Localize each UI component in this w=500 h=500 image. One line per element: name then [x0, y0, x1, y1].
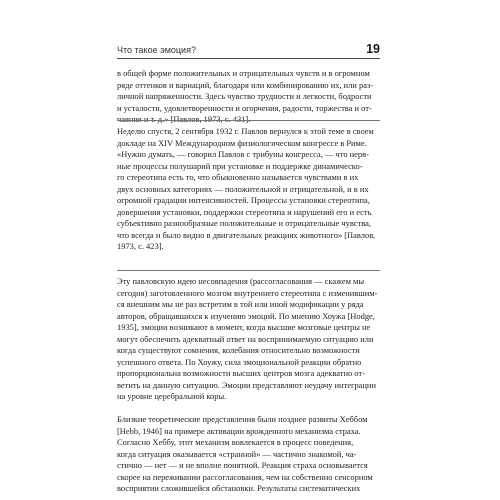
- paragraph-line: могут обеспечить адекватный ответ на воспринимаемую ситуацию или: [117, 333, 374, 344]
- paragraph-4: [117, 414, 380, 495]
- paragraph-line: «Нужно думать, — говорил Павлов с трибуны конгресса, — что нерв-: [117, 149, 369, 160]
- paragraph-line: и усталости, удовлетворенности и огорчения, радости, торжества и от-: [117, 102, 372, 113]
- paragraph-line: сегодня) заготовленного мозгом внутреннего стереотипа с изменившим-: [117, 287, 378, 298]
- paragraph-line: 1973, с. 423].: [117, 241, 164, 252]
- paragraph-line: личной напряженности. Здесь чувство трудности и легкости, бодрости: [117, 91, 372, 102]
- page-number: 19: [366, 42, 380, 56]
- paragraph-line: когда ситуация оказывается «странной» — частично знакомой, ча-: [117, 448, 357, 459]
- paragraph-line: в общей форме положительных и отрицательных чувств и в огромном: [117, 68, 370, 78]
- paragraph-line: скорее на переживании рассогласования, чем на собственно сенсорном: [117, 471, 373, 482]
- paragraph-line: ряде оттенков и вариаций, благодаря или комбинированию их, или раз-: [117, 79, 374, 90]
- paragraph-line: ветить на данную ситуацию. Эмоции представляют неудачу интеграции: [117, 379, 376, 390]
- paragraph-line: 1935], эмоции возникают в момент, когда высшие мозговые центры не: [117, 322, 371, 333]
- paragraph-line: когда существуют сомнения, колебания относительно возможности: [117, 345, 360, 356]
- paragraph-line: стично — нет — и не вполне понятной. Реакция страха основывается: [117, 460, 368, 471]
- paragraph-line: двух основных категориях — положительной и отрицательной, и в их: [117, 183, 369, 194]
- paragraph-line: ся внешним мы не раз встретим в той или иной модификации у ряда: [117, 299, 364, 310]
- paragraph-line: Неделю спустя, 2 сентября 1932 г. Павлов вернулся к этой теме в своем: [117, 126, 374, 136]
- paragraph-line: пропорциональна возможности высших центров мозга адекватно от-: [117, 368, 365, 379]
- paragraph-line: авторов, обращавшихся к изучению эмоций. По мнению Хоужа [Hodge,: [117, 310, 375, 321]
- paragraph-line: [Hebb, 1946] на примере активации врожденного механизма страха.: [117, 425, 361, 436]
- paragraph-line: ные процессы полушарий при установке и поддержке динамическо-: [117, 160, 363, 171]
- paragraph-line: восприятии сложившейся обстановки. Результаты систематических: [117, 483, 361, 494]
- paragraph-line: Согласно Хеббу, этот механизм вовлекается в процесс поведения,: [117, 437, 354, 448]
- running-head: [117, 38, 380, 56]
- section-divider: [117, 270, 380, 271]
- paragraph-1: [117, 68, 380, 126]
- paragraph-line: субъективно разнообразные положительные и отрицательные чувства,: [117, 218, 371, 229]
- paragraph-line: успешного ответа. По Хоужу, сила эмоциональной реакции обратно: [117, 356, 362, 367]
- paragraph-line: что всегда и было видно в двигательных реакциях животного» [Павлов,: [117, 229, 376, 240]
- paragraph-line: Близкие теоретические представления были позднее развиты Хеббом: [117, 414, 368, 424]
- header-rule: [117, 58, 380, 59]
- paragraph-line: докладе на XIV Международном физиологическом конгрессе в Риме.: [117, 137, 367, 148]
- paragraph-line: го стереотипа есть то, что обыкновенно называется чувствами в их: [117, 172, 359, 183]
- paragraph-line: чаяния и т. д.» [Павлов, 1973, с. 431].: [117, 114, 251, 125]
- paragraph-line: огромной градации интенсивностей. Процессы установки стереотипа,: [117, 195, 370, 206]
- section-divider: [117, 120, 380, 121]
- paragraph-line: довершения установки, поддержки стереотипа и нарушений его и есть: [117, 206, 372, 217]
- paragraph-2: [117, 126, 380, 253]
- header-title: Что такое эмоция?: [117, 45, 196, 55]
- paragraph-line: на уровне церебральной коры.: [117, 391, 227, 402]
- paragraph-3: [117, 276, 380, 403]
- paragraph-line: Эту павловскую идею несовпадения (рассогласования — скажем мы: [117, 276, 365, 286]
